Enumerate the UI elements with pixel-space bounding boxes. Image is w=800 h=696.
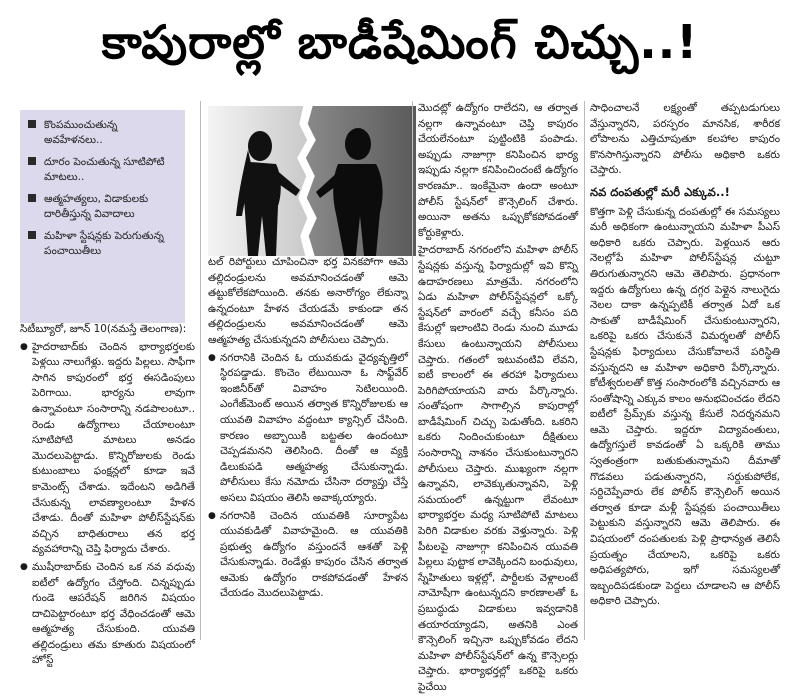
article-paragraph: సాధించాలనే లక్ష్యంతో తప్పటడుగులు వేస్తున్నారని, పరస్పరం మానసిక, శారీరక లోపాలను ఎత్తిచూపుతూ కలహాల కాపురం కొనసాగిస్తున్నారని పోలీసు అధికారి ఒకరు చెప్తారు.	[590, 102, 780, 177]
highlight-item: మహిళా స్టేషన్లకు పెరుగుతున్న పంచాయితీలు	[28, 229, 177, 259]
article-column-2	[208, 255, 408, 640]
article-column-1	[20, 322, 195, 667]
couple-silhouette-image	[208, 106, 416, 256]
bullet-square-icon	[28, 157, 36, 165]
highlight-item: కొంపముంచుతున్న అవహేళనలు..	[28, 118, 177, 148]
highlight-item: దూరం పెంచుతున్న సూటిపోటి మాటలు..	[28, 155, 177, 185]
bullet-square-icon	[28, 231, 36, 239]
column-divider	[412, 101, 413, 640]
dateline: సిటీబ్యూరో, జూన్ 10(నమస్తే తెలంగాణ):	[20, 323, 187, 335]
article-paragraph: ● నగరానికి చెందిన యువతికి సూర్యాపేట యువకుడితో వివాహమైంది. ఆ యువతికి ప్రభుత్వ ఉద్యోగం వస్తుందనే ఆశతో పెళ్లి చేసుకున్నాడు. రెండేళ్లు కాపురం చేసిన తర్వాత ఆమెకు ఉద్యోగం రాకపోవడంతో హేళన చేయడం మొదలుపెట్టాడు.	[208, 509, 408, 603]
article-paragraph: ● హైదరాబాద్‌కు చెందిన భార్యాభర్తలకు పెళ్లయి నాలుగేళ్లు. ఇద్దరు పిల్లలు. సాఫీగా సాగిన కాపురంలో భర్త ఈసడింపులు పెరిగాయి. భార్యను లావుగా ఉన్నావంటూ సంసారాన్ని నడపాలంటూ.. రెండు ఉద్యోగాలు చేయాలంటూ సూటిపోటి మాటలు అనడం మొదలుపెట్టాడు. కొన్నిరోజులకు రెండు కుటుంబాలు ఫంక్షన్లలో కూడా ఇవే కామెంట్స్ చేశాడు. ఇదేంటని అడిగితే చేసుకున్న లావణ్యాలంటూ హేళన చేశాడు. దీంతో మహిళా పోలీస్‌స్టేషన్‌కు వచ్చిన బాధితురాలు తన భర్త వ్యవహారాన్ని చెప్తి ఫిర్యాదు చేశారు.	[20, 340, 195, 558]
highlight-item: ఆత్మహత్యలు, విడాకులకు దారితీస్తున్న వివాదాలు	[28, 192, 177, 222]
subheading: నవ దంపతుల్లో మరీ ఎక్కువ..!	[590, 184, 730, 199]
article-paragraph: ● నగరానికి చెందిన ఓ యువకుడు వైద్యవృత్తిలో స్థిరపడ్డాడు. కొంచెం లేటుయినా ఓ సాఫ్ట్‌వేర్ ఇంజినీర్‌తో వివాహం సెటిలయింది. ఎంగేజ్‌మెంట్ అయిన తర్వాత కొన్నిరోజులకు ఆ యువతి వివాహం వద్దంటూ క్యాన్సిల్ చేసింది. కారణం అబ్బాయికి బట్టతల ఉందంటూ చెప్పడమనని తెలిసింది. దీంతో ఆ వ్యక్తి డిలుకుపడి ఆత్మహత్య చేసుకున్నాడు. పోలీసులు కేసు నమోదు చేసినా దర్యాప్తు చేస్తే అసలు విషయం తెలిసి అవాక్కయ్యారు.	[208, 351, 408, 507]
article-column-3	[418, 101, 578, 693]
bullet-square-icon	[28, 120, 36, 128]
article-paragraph: టల్ రిపోర్టులు చూపించినా భర్త వినకపోగా ఆమె తల్లిదండ్రులను అవమానించడంతో ఆమె తట్టుకోలేకపోయింది. తనకు అనారోగ్యం లేకున్నా ఉన్నదంటూ హేళన చేయడమే కాకుండా తన తల్లిదండ్రులను అవమానించడంతో ఆమె ఆత్మహత్య చేసుకున్నదని పోలీసులు చెప్పారు.	[208, 256, 408, 346]
column-divider	[584, 101, 585, 640]
column-divider	[200, 101, 201, 640]
highlights-box	[20, 110, 185, 323]
article-paragraph: ● ముషీరాబాద్‌కు చెందిన ఒక నవ వధువు ఐటీలో ఉద్యోగం చేస్తోంది. చిన్నప్పుడు గుండె ఆపరేషన్ జరిగిన విషయం దాచిపెట్టారంటూ భర్త వేధించడంతో ఆమె ఆత్మహత్య చేసుకుంది. యువతి తల్లిదండ్రులు తమ కూతురు విషయంలో హోస్ట్	[20, 560, 195, 669]
bullet-square-icon	[28, 194, 36, 202]
headline: కాపురాల్లో బాడీషేమింగ్ చిచ్చు..!	[101, 14, 699, 69]
article-paragraph: మొదట్లో ఉద్యోగం రాలేదని, ఆ తర్వాత నల్లగా ఉన్నావంటూ చెప్తి కాపురం చేయలేనంటూ పుట్టింటికి పంపాడు. అప్పుడు నాజూగ్గా కనిపించిన భార్య ఇప్పుడు నల్లగా కనిపించిందంటే ఉద్యోగం కారణమా.. ఇంకేమైనా ఉందా అంటూ పోలీస్ స్టేషన్‌లో కౌన్సెలింగ్ చేశారు. అయినా అతను ఒప్పుకోకపోవడంతో కోర్టుకెళ్లారు.	[418, 102, 578, 239]
article-paragraph: హైదరాబాద్ నగరంలోని మహిళా పోలీస్ స్టేషన్లకు వస్తున్న ఫిర్యాదుల్లో ఇవి కొన్ని ఉదాహరణలు మాత్రమే. నగరంలోని ఏడు మహిళా పోలీస్‌స్టేషన్లలో ఒక్కో స్టేషన్‌లో వారంలో వచ్చే కనీసం పది కేసుల్లో ఇలాంటివి రెండు నుంచి మూడు కేసులు ఉంటున్నాయని పోలీసులు చెప్తారు. గతంలో ఇటువంటివి లేవని, ఐటీ కాలంలో ఈ తరహా ఫిర్యాదులు పెరిగిపోయాయని వారు పేర్కొన్నారు. సంతోషంగా సాగాల్సిన కాపురాల్లో బాడీషేమింగ్ చిచ్చు పెడుతోంది. ఒకరిని ఒకరు నిందించుకుంటూ దీక్షితులు సంసారాన్ని నాశనం చేసుకుంటున్నారని పోలీసులు చెప్తారు. ముఖ్యంగా నల్లగా ఉన్నావని, లావెక్కుతున్నావని, పెళ్లి సమయంలో ఉన్నట్టుగా లేవంటూ భార్యాభర్తల మధ్య సూటిపోటి మాటలు పెరిగి విడాకుల వరకు వెళ్తున్నారు. పెళ్లి పీటలపై నాజూగ్గా కనిపించిన యువతి పిల్లలు పుట్టాక లావెక్కిందని బంధువులు, స్నేహితులు ఇళ్లల్లో, పార్టీలకు వెళ్లాలంటే నామోషీగా ఉంటున్నదని కారణాలతో ఓ ప్రబుద్ధుడు విడాకులు ఇవ్వడానికి తయారయ్యాడని, అతనికి ఎంత కౌన్సెలింగ్ ఇచ్చినా ఒప్పుకోవడం లేదని మహిళా పోలీస్‌స్టేషన్‌లో ఉన్న కౌన్సెలర్లు చెప్తారు. భార్యాభర్తల్లో ఒకరిపై ఒకరు పైచేయి	[418, 244, 578, 693]
article-paragraph: కొత్తగా పెళ్లి చేసుకున్న దంపతుల్లో ఈ సమస్యలు మరీ అధికంగా ఉంటున్నాయని మహిళా పీఎస్ అధికారి ఒకరు చెప్పారు. పెళ్లయిన ఆరు నెలల్లోపే మహిళా పోలీస్‌స్టేషన్ల చుట్టూ తిరుగుతున్నారని ఆమె తెలిపారు. ప్రధానంగా ఇద్దరు ఉద్యోగులు ఉన్న దగ్గర పెళ్లైన నాలుగైదు నెలల దాకా ఉన్నప్పటికీ తర్వాత ఏదో ఒక సాకుతో బాడీషేమింగ్ చేసుకుంటున్నారని, ఒకరిపై ఒకరు చేసుకునే విమర్శలతో పోలీస్ స్టేషన్లకు ఫిర్యాదులు చేసుకోవాలనే పరిస్థితి వస్తున్నదని ఆ మహిళా అధికారి పేర్కొన్నారు. కోటీశ్వరులతో కొత్త సంసారంలోకి వచ్చినవారు ఆ సంతోషాన్ని ఎక్కువ కాలం అనుభవించడం లేదని ఐటీలో ప్రేమ్స్‌కు వస్తున్న కేసులే నిదర్శనమని ఆమె చెప్తారు. ఇద్దరూ విద్యావంతులు, ఉద్యోగస్తులే కావడంతో ఏ ఒక్కరికి తాము స్వతంత్రంగా బతుకుతున్నామని దీమాతో గొడవలు పడుతున్నారని, సర్దుకుపోలేక, సర్దిచెప్పేవారు లేక పోలీస్ కౌన్సెలింగ్ అయిన తర్వాత కూడా మళ్లీ స్టేషన్లకు పంచాయితీలు పెట్టుకుని వస్తున్నారని ఆమె తెలిపారు. ఈ విషయంలో దంపతులకు పెళ్లి ప్రాధాన్యత తెలిసే ప్రయత్నం చేయాలని, ఒకరిపై ఒకరు అధిపత్యపోరు, ఇగో సమస్యలతో ఇబ్బందిపడకుండా పెద్దలు చూడాలని ఆ పోలీస్ అధికారి చెప్పారు.	[590, 205, 780, 608]
article-column-4	[590, 101, 780, 640]
